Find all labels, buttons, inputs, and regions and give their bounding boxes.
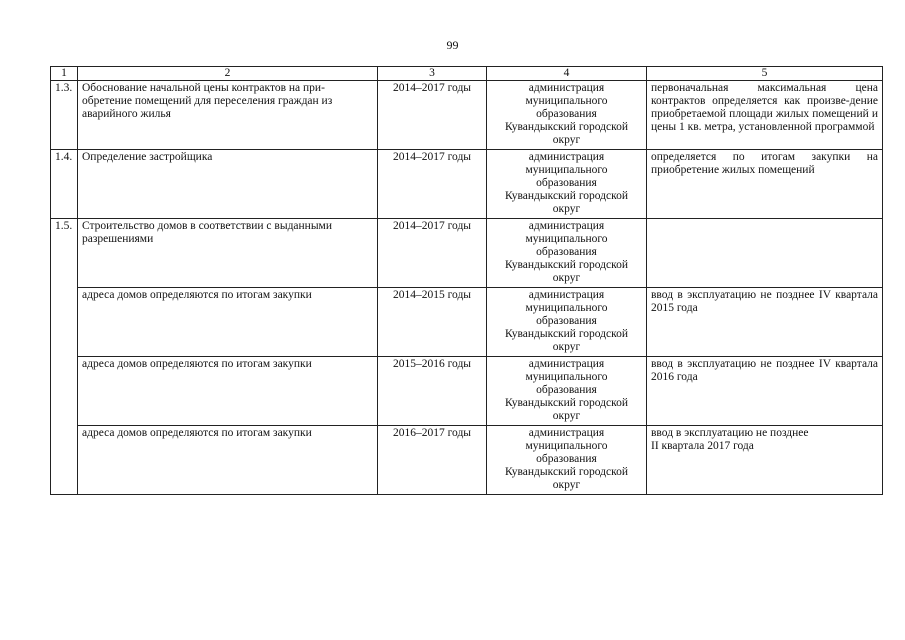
executor-line: округ: [552, 134, 581, 146]
note-cell: определяется по итогам закупки на приобретение жилых помещений: [647, 150, 883, 219]
executor-line: муниципального: [525, 302, 608, 314]
action-cell: адреса домов определяются по итогам закупки: [78, 288, 378, 357]
table-row: [51, 219, 883, 288]
executor-line: Кувандыкский городской: [504, 190, 629, 202]
table-row: [51, 150, 883, 219]
executor-line: Кувандыкский городской: [504, 397, 629, 409]
executor-line: округ: [552, 272, 581, 284]
executor-line: Кувандыкский городской: [504, 328, 629, 340]
period-cell: 2014–2017 годы: [378, 219, 487, 288]
row-number: [51, 426, 78, 495]
executor-line: округ: [552, 479, 581, 491]
table-row: [51, 288, 883, 357]
action-cell: Определение застройщика: [78, 150, 378, 219]
executor-line: администрация: [528, 151, 605, 163]
row-number: [51, 357, 78, 426]
executor-line: муниципального: [525, 164, 608, 176]
executor-line: муниципального: [525, 440, 608, 452]
header-cell: 2: [78, 67, 378, 81]
note-cell: первоначальная максимальная цена контрактов определяется как произве-дение приобретаемой площади жилых помещений и цены 1 кв. метра, установленной программой: [647, 81, 883, 150]
table-header-row: [51, 67, 883, 81]
executor-cell: [487, 81, 647, 150]
period-cell: 2015–2016 годы: [378, 357, 487, 426]
executor-line: администрация: [528, 289, 605, 301]
header-cell: 4: [487, 67, 647, 81]
header-cell: 3: [378, 67, 487, 81]
executor-cell: [487, 288, 647, 357]
note-cell: [647, 426, 883, 495]
executor-line: администрация: [528, 427, 605, 439]
row-number: 1.3.: [51, 81, 78, 150]
executor-line: муниципального: [525, 233, 608, 245]
row-number: [51, 288, 78, 357]
executor-cell: [487, 357, 647, 426]
note-line: ввод в эксплуатацию не позднее: [651, 427, 809, 439]
period-cell: 2014–2017 годы: [378, 81, 487, 150]
executor-line: администрация: [528, 82, 605, 94]
action-cell: Строительство домов в соответствии с выданными разрешениями: [78, 219, 378, 288]
table-row: [51, 81, 883, 150]
executor-line: Кувандыкский городской: [504, 121, 629, 133]
executor-line: образования: [536, 246, 597, 258]
executor-line: Кувандыкский городской: [504, 259, 629, 271]
executor-cell: [487, 219, 647, 288]
executor-line: образования: [536, 384, 597, 396]
note-cell: ввод в эксплуатацию не позднее IV квартала 2015 года: [647, 288, 883, 357]
executor-line: образования: [536, 453, 597, 465]
executor-line: округ: [552, 203, 581, 215]
executor-line: муниципального: [525, 95, 608, 107]
executor-line: округ: [552, 410, 581, 422]
executor-line: Кувандыкский городской: [504, 466, 629, 478]
executor-line: образования: [536, 108, 597, 120]
period-cell: 2014–2015 годы: [378, 288, 487, 357]
note-line: II квартала 2017 года: [651, 440, 754, 452]
executor-line: муниципального: [525, 371, 608, 383]
executor-line: образования: [536, 177, 597, 189]
table-row: [51, 357, 883, 426]
action-cell: адреса домов определяются по итогам закупки: [78, 357, 378, 426]
period-cell: 2014–2017 годы: [378, 150, 487, 219]
executor-cell: [487, 150, 647, 219]
action-cell: адреса домов определяются по итогам закупки: [78, 426, 378, 495]
action-cell: Обоснование начальной цены контрактов на при-обретение помещений для переселения граждан из аварийного жилья: [78, 81, 378, 150]
table-row: [51, 426, 883, 495]
activities-table: [50, 66, 883, 495]
note-cell: [647, 219, 883, 288]
row-number: 1.4.: [51, 150, 78, 219]
executor-line: администрация: [528, 220, 605, 232]
header-cell: 1: [51, 67, 78, 81]
period-cell: 2016–2017 годы: [378, 426, 487, 495]
executor-line: образования: [536, 315, 597, 327]
executor-line: администрация: [528, 358, 605, 370]
header-cell: 5: [647, 67, 883, 81]
executor-line: округ: [552, 341, 581, 353]
page-number: 99: [446, 38, 459, 52]
row-number: 1.5.: [51, 219, 78, 288]
note-cell: ввод в эксплуатацию не позднее IV квартала 2016 года: [647, 357, 883, 426]
executor-cell: [487, 426, 647, 495]
